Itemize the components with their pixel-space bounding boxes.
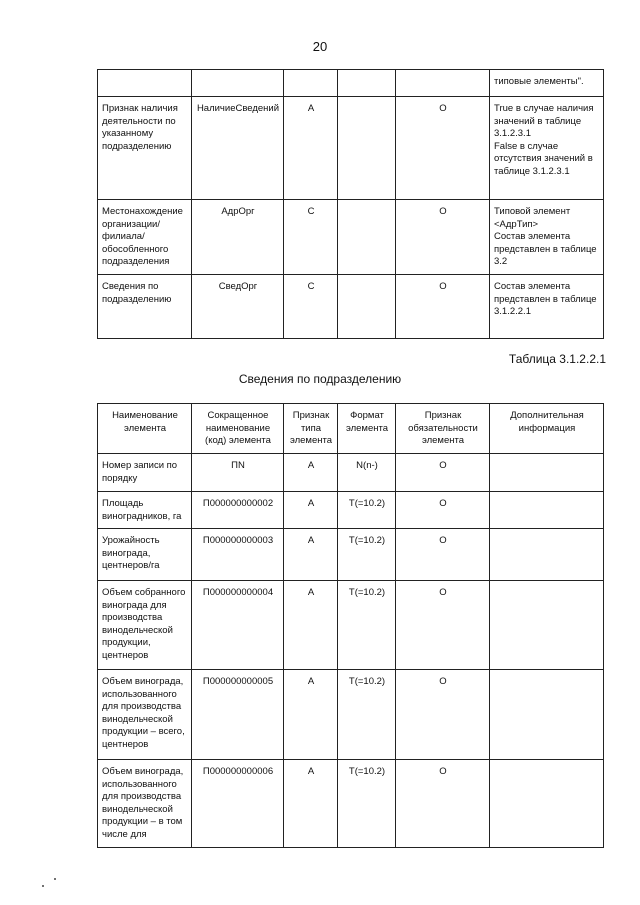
element-type-cell: С — [284, 275, 338, 339]
info-text: Состав элемента представлен в таблице 3.2 — [494, 231, 597, 267]
table-row — [98, 454, 604, 492]
element-type-cell: А — [284, 581, 338, 670]
element-name-cell: Признак наличия деятельности по указанному подразделению — [98, 97, 192, 200]
element-code-cell — [192, 70, 284, 97]
element-mandatory-cell: О — [396, 97, 490, 200]
column-header: Признак типа элемента — [284, 404, 338, 454]
table-row — [98, 200, 604, 275]
element-name-cell: Местонахождение организации/ филиала/ обособленного подразделения — [98, 200, 192, 275]
element-format-cell: Т(=10.2) — [338, 492, 396, 529]
column-header: Сокращенное наименование (код) элемента — [192, 404, 284, 454]
element-code-cell: СведОрг — [192, 275, 284, 339]
element-mandatory-cell: О — [396, 581, 490, 670]
element-type-cell — [284, 70, 338, 97]
column-header: Наименование элемента — [98, 404, 192, 454]
element-type-cell: С — [284, 200, 338, 275]
element-name-cell: Площадь виноградников, га — [98, 492, 192, 529]
info-text: True в случае наличия значений в таблице 3.1.2.3.1 — [494, 103, 594, 139]
element-name-cell: Объем собранного винограда для производства винодельческой продукции, центнеров — [98, 581, 192, 670]
element-info-cell — [490, 454, 604, 492]
element-code-cell: П000000000006 — [192, 760, 284, 848]
element-name-cell: Объем винограда, использованного для производства винодельческой продукции – в том числе для — [98, 760, 192, 848]
info-text: Состав элемента представлен в таблице 3.1.2.2.1 — [494, 281, 597, 317]
element-format-cell: Т(=10.2) — [338, 760, 396, 848]
element-type-cell: А — [284, 529, 338, 581]
element-info-cell — [490, 529, 604, 581]
element-type-cell: А — [284, 454, 338, 492]
element-info-cell — [490, 581, 604, 670]
element-format-cell: Т(=10.2) — [338, 529, 396, 581]
element-format-cell — [338, 275, 396, 339]
element-info-cell — [490, 200, 604, 275]
element-type-cell: А — [284, 97, 338, 200]
table-row — [98, 581, 604, 670]
element-format-cell — [338, 70, 396, 97]
subdivision-table — [97, 403, 604, 848]
element-info-cell — [490, 97, 604, 200]
element-format-cell — [338, 97, 396, 200]
element-code-cell: ПN — [192, 454, 284, 492]
element-info-cell — [490, 70, 604, 97]
table-row — [98, 670, 604, 760]
info-text: Типовой элемент <АдрТип> — [494, 206, 571, 230]
table-number: Таблица 3.1.2.2.1 — [508, 352, 606, 366]
element-code-cell: П000000000004 — [192, 581, 284, 670]
element-mandatory-cell: О — [396, 492, 490, 529]
table-title: Сведения по подразделению — [238, 372, 402, 386]
page-number: 20 — [312, 39, 328, 54]
element-type-cell: А — [284, 670, 338, 760]
element-code-cell: П000000000002 — [192, 492, 284, 529]
continued-table — [97, 69, 604, 339]
scan-speck — [54, 878, 56, 880]
table-row — [98, 70, 604, 97]
element-name-cell: Урожайность винограда, центнеров/га — [98, 529, 192, 581]
scan-speck — [42, 885, 44, 887]
element-mandatory-cell: О — [396, 529, 490, 581]
table-row — [98, 275, 604, 339]
table-row — [98, 97, 604, 200]
column-header: Признак обязательности элемента — [396, 404, 490, 454]
element-code-cell: НаличиеСведений — [192, 97, 284, 200]
element-code-cell: П000000000005 — [192, 670, 284, 760]
element-code-cell: АдрОрг — [192, 200, 284, 275]
element-format-cell: N(n-) — [338, 454, 396, 492]
element-info-cell — [490, 760, 604, 848]
info-text: False в случае отсутствия значений в таблице 3.1.2.3.1 — [494, 140, 593, 177]
info-text: типовые элементы". — [494, 76, 584, 87]
table-header-row — [98, 404, 604, 454]
element-code-cell: П000000000003 — [192, 529, 284, 581]
element-type-cell: А — [284, 492, 338, 529]
element-name-cell — [98, 70, 192, 97]
element-name-cell: Объем винограда, использованного для производства винодельческой продукции – всего, центнеров — [98, 670, 192, 760]
column-header: Формат элемента — [338, 404, 396, 454]
element-mandatory-cell: О — [396, 200, 490, 275]
element-mandatory-cell: О — [396, 760, 490, 848]
table-row — [98, 760, 604, 848]
element-mandatory-cell — [396, 70, 490, 97]
element-name-cell: Сведения по подразделению — [98, 275, 192, 339]
column-header: Дополнительная информация — [490, 404, 604, 454]
element-format-cell: Т(=10.2) — [338, 581, 396, 670]
element-info-cell — [490, 670, 604, 760]
element-info-cell — [490, 492, 604, 529]
element-mandatory-cell: О — [396, 670, 490, 760]
element-format-cell: Т(=10.2) — [338, 670, 396, 760]
element-mandatory-cell: О — [396, 275, 490, 339]
element-format-cell — [338, 200, 396, 275]
table-row — [98, 529, 604, 581]
element-info-cell — [490, 275, 604, 339]
element-name-cell: Номер записи по порядку — [98, 454, 192, 492]
table-row — [98, 492, 604, 529]
element-mandatory-cell: О — [396, 454, 490, 492]
element-type-cell: А — [284, 760, 338, 848]
